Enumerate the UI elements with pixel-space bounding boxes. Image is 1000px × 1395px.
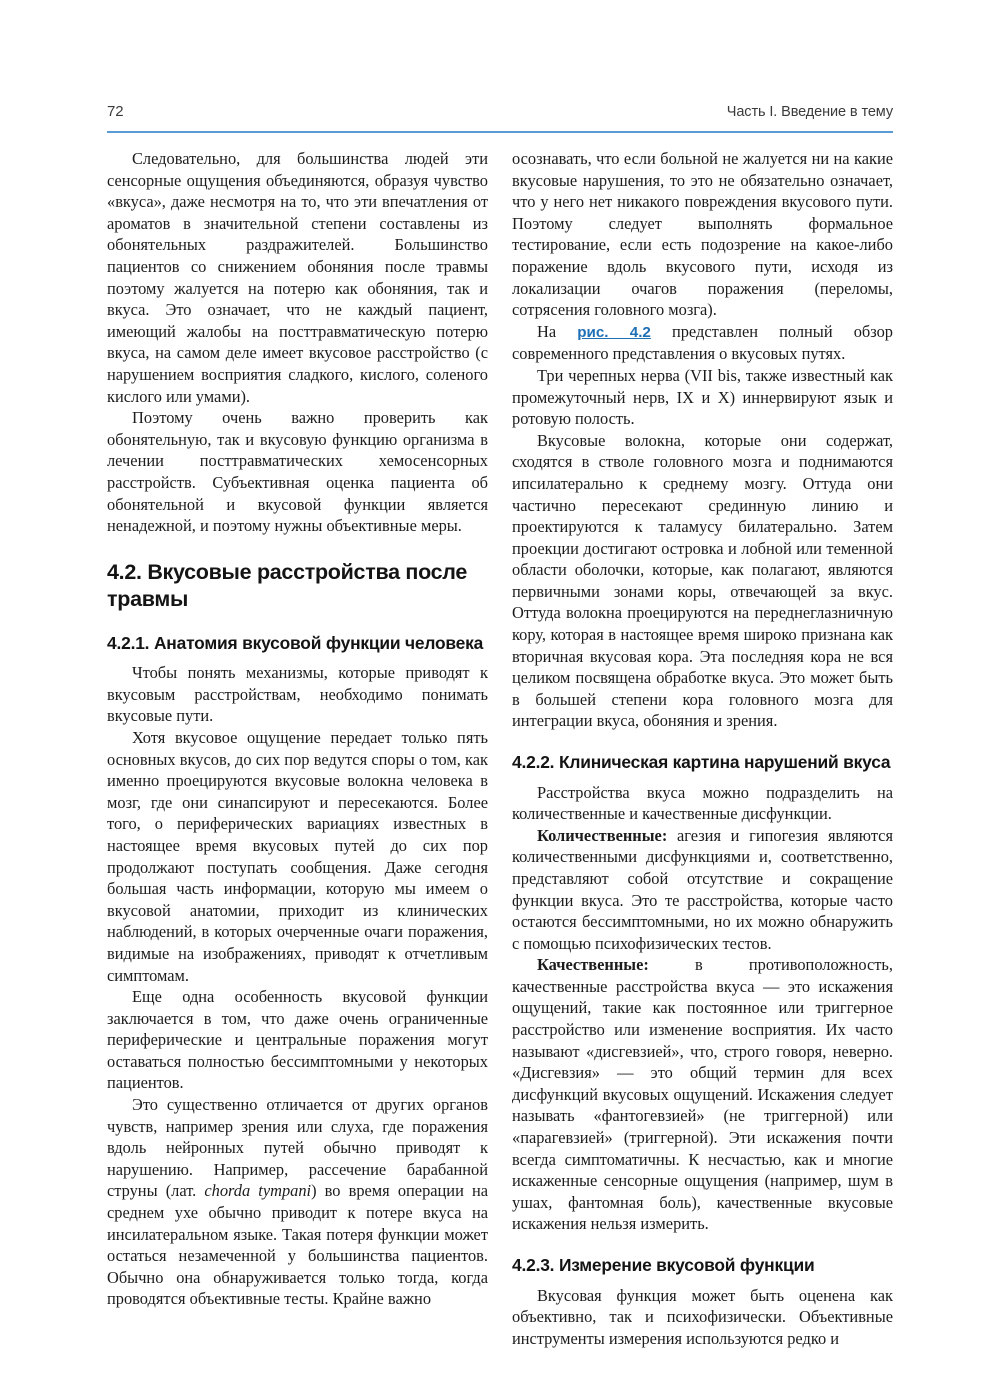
- paragraph-text: в противоположность, качественные расстройства вкуса — это искажения ощущений, такие как постоянное или триггерное расстройство или изменение восприятия. Их часто называют «дисгевзией», что, строго говоря, неверно. «Дисгевзия» — это общий термин для всех дисфункций вкусовых ощущений. Искажения следует называть «фантогевзией» (не триггерной) или «парагевзией» (триггерной). Эти искажения почти всегда симптоматичны. К несчастью, как и многие искаженные сенсорные ощущения (например, шум в ушах, фантомная боль), качественные вкусовые искажения нельзя измерить.: [512, 955, 893, 1234]
- paragraph-figure-reference: [512, 321, 893, 365]
- paragraph: Хотя вкусовое ощущение передает только пять основных вкусов, до сих пор ведутся споры о том, как именно проецируются вкусовые волокна человека в мозг, где они синапсируют и пересекаются. Более того, о периферических вариациях известных в настоящее время вкусовых путей до сих пор продолжают поступать сообщения. Даже сегодня большая часть информации, которую мы имеем о вкусовой анатомии, приходит из клинических наблюдений, в которых очерченные очаги поражения, видимые на изображениях, приводят к отчетливым симптомам.: [107, 727, 488, 985]
- column-left: [107, 148, 488, 1328]
- header-rule: [107, 131, 893, 133]
- figure-link[interactable]: рис. 4.2: [577, 323, 651, 341]
- paragraph-text-part-1: Это существенно отличается от других органов чувств, например зрения или слуха, где поражения вдоль нейронных путей обычно приводят к нарушению. Например, рассечение барабанной струны (лат.: [107, 1095, 488, 1201]
- figure-ref-suffix: представлен полный обзор современного представления о вкусовых путях.: [512, 321, 893, 364]
- page-number: 72: [107, 103, 124, 120]
- latin-term: chorda tympani: [204, 1181, 312, 1201]
- paragraph-with-latin-term: [107, 1094, 488, 1310]
- run-in-lead-qualitative: Качественные:: [537, 955, 649, 975]
- figure-ref-prefix: На: [537, 321, 578, 341]
- paragraph-text: агезия и гипогезия являются количественными дисфункциями и, соответственно, представляют собой отсутствие и сокращение функции вкуса. Это те расстройства, которые часто остаются бессимптомными, но их можно обнаружить с помощью психофизических тестов.: [512, 825, 893, 953]
- run-in-lead-quantitative: Количественные:: [537, 825, 668, 845]
- paragraph: Следовательно, для большинства людей эти сенсорные ощущения объединяются, образуя чувство «вкуса», даже несмотря на то, что эти впечатления от ароматов в значительной степени составлены из обонятельных раздражителей. Большинство пациентов со снижением обоняния после травмы поэтому жалуется на потерю как обоняния, так и вкуса. Это означает, что не каждый пациент, имеющий жалобы на посттравматическую потерю вкуса, на самом деле имеет вкусовое расстройство (с нарушением восприятия сладкого, кислого, соленого кислого или умами).: [107, 149, 488, 406]
- body-columns: [107, 148, 893, 1348]
- running-head: [107, 103, 893, 120]
- paragraph: Поэтому очень важно проверить как обонятельную, так и вкусовую функцию организма в лечении посттравматических хемосенсорных расстройств. Субъективная оценка пациента об обонятельной и вкусовой функции является ненадежной, и поэтому нужны объективные меры.: [107, 408, 488, 536]
- section-heading: 4.2. Вкусовые расстройства после травмы: [107, 559, 468, 611]
- paragraph-quantitative: [512, 825, 893, 955]
- paragraph-continuation: осознавать, что если больной не жалуется ни на какие вкусовые нарушения, то это не обязательно означает, что у него нет никакого повреждения вкусового пути. Поэтому следует выполнять формальное тестирование, если есть подозрение на какое-либо поражение вдоль вкусового пути, исходя из локализации очагов поражения (переломы, сотрясения головного мозга).: [512, 149, 893, 320]
- column-right: [512, 148, 893, 1348]
- subsection-heading: 4.2.1. Анатомия вкусовой функции человека: [107, 632, 484, 653]
- paragraph: Чтобы понять механизмы, которые приводят к вкусовым расстройствам, необходимо понимать вкусовые пути.: [107, 663, 488, 726]
- paragraph-qualitative: [512, 954, 893, 1235]
- subsection-heading: 4.2.2. Клиническая картина нарушений вкуса: [512, 752, 891, 773]
- paragraph: Вкусовые волокна, которые они содержат, сходятся в стволе головного мозга и поднимаются ипсилатерально к среднему мозгу. Оттуда они частично пересекают срединную линию и проектируются к таламусу билатерально. Затем проекции достигают островка и лобной или теменной области оболочки, которые, как полагают, являются первичными зонами коры, отвечающей за вкус. Оттуда волокна проецируются на переднеглазничную кору, которая в настоящее время широко признана как вторичная вкусовая кора. Эта последняя кора не вся целиком посвящена обработке вкуса. Это может быть в большей степени кора головного мозга для интеграции вкуса, обоняния и зрения.: [512, 430, 893, 731]
- paragraph: Расстройства вкуса можно подразделить на количественные и качественные дисфункции.: [512, 782, 893, 824]
- paragraph: Три черепных нерва (VII bis, также известный как промежуточный нерв, IX и X) иннервируют язык и ротовую полость.: [512, 365, 893, 429]
- subsection-heading: 4.2.3. Измерение вкусовой функции: [512, 1255, 815, 1275]
- paragraph: Вкусовая функция может быть оценена как объективно, так и психофизически. Объективные инструменты измерения используются редко и: [512, 1285, 893, 1348]
- paragraph: Еще одна особенность вкусовой функции заключается в том, что даже очень ограниченные периферические и центральные поражения могут оставаться полностью бессимптомными у некоторых пациентов.: [107, 987, 488, 1093]
- running-head-title: Часть I. Введение в тему: [726, 104, 893, 120]
- paragraph-text-part-2: ) во время операции на среднем ухе обычно приводит к потере вкуса на инсилатеральном языке. Такая потеря функции может остаться незамеченной у большинства пациентов. Обычно она обнаруживается только тогда, когда проводятся объективные тесты. Крайне важно: [107, 1181, 489, 1309]
